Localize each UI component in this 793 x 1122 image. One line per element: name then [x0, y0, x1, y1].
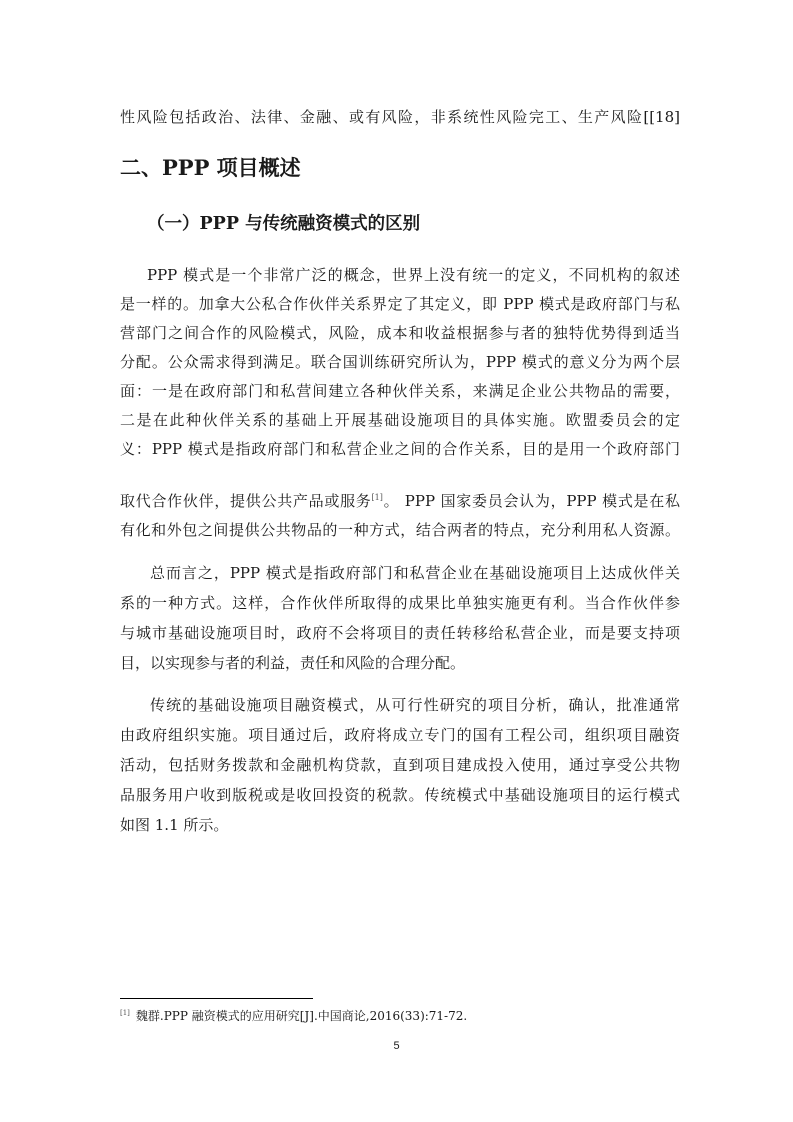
paragraph-line: 系的一种方式。这样，合作伙伴所取得的成果比单独实施更有利。当合作伙伴参	[120, 594, 680, 612]
page-number: 5	[393, 1040, 400, 1052]
paragraph-line: 营部门之间合作的风险模式，风险，成本和收益根据参与者的独特优势得到适当	[120, 324, 680, 342]
paragraph-text: 取代合作伙伴，提供公共产品或服务	[120, 492, 372, 510]
citation-marker: [1]	[371, 493, 383, 502]
paragraph-text: 。 PPP 国家委员会认为，PPP 模式是在私	[382, 492, 680, 510]
paragraph-line: 如图 1.1 所示。	[120, 816, 229, 834]
section-heading: 二、PPP 项目概述	[120, 155, 301, 180]
paragraph-line: 由政府组织实施。项目通过后，政府将成立专门的国有工程公司，组织项目融资	[120, 726, 680, 744]
paragraph-line: 二是在此种伙伴关系的基础上开展基础设施项目的具体实施。欧盟委员会的定	[120, 411, 680, 429]
paragraph-line: 义：PPP 模式是指政府部门和私营企业之间的合作关系，目的是用一个政府部门	[120, 440, 680, 458]
paragraph-line: 是一样的。加拿大公私合作伙伴关系界定了其定义，即 PPP 模式是政府部门与私	[120, 295, 680, 313]
paragraph-line: 分配。公众需求得到满足。联合国训练研究所认为，PPP 模式的意义分为两个层	[120, 353, 680, 371]
paragraph-line: 与城市基础设施项目时，政府不会将项目的责任转移给私营企业，而是要支持项	[120, 624, 680, 642]
footnote-text: 魏群.PPP 融资模式的应用研究[J].中国商论,2016(33):71-72.	[135, 1009, 468, 1023]
paragraph-line: 品服务用户收到版税或是收回投资的税款。传统模式中基础设施项目的运行模式	[120, 786, 680, 804]
paragraph-line: 传统的基础设施项目融资模式，从可行性研究的项目分析，确认，批准通常	[150, 696, 680, 714]
paragraph-line: 面：一是在政府部门和私营间建立各种伙伴关系，来满足企业公共物品的需要，	[120, 382, 680, 400]
paragraph-line: 有化和外包之间提供公共物品的一种方式，结合两者的特点，充分利用私人资源。	[120, 521, 680, 539]
paragraph-line: 活动，包括财务拨款和金融机构贷款，直到项目建成投入使用，通过享受公共物	[120, 756, 680, 774]
paragraph-line	[120, 490, 680, 511]
footnote-divider	[120, 998, 313, 999]
footnote-marker: [1]	[120, 1009, 130, 1017]
continued-text-line: 性风险包括政治、法律、金融、或有风险，非系统性风险完工、生产风险[[18]	[120, 108, 680, 126]
paragraph-line: 目，以实现参与者的利益，责任和风险的合理分配。	[120, 654, 466, 672]
footnote	[120, 1007, 467, 1024]
subsection-heading: （一）PPP 与传统融资模式的区别	[147, 214, 421, 234]
paragraph-line: PPP 模式是一个非常广泛的概念，世界上没有统一的定义，不同机构的叙述	[147, 266, 680, 284]
paragraph-line: 总而言之，PPP 模式是指政府部门和私营企业在基础设施项目上达成伙伴关	[150, 564, 680, 582]
